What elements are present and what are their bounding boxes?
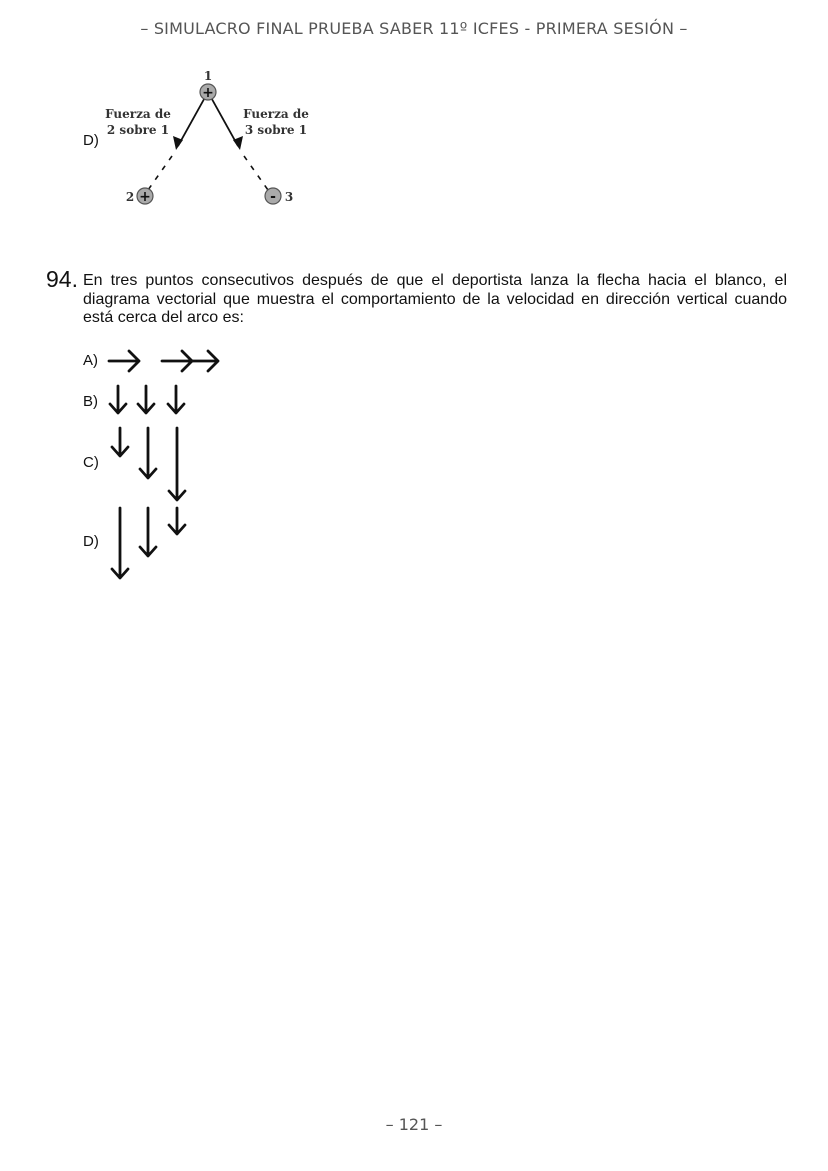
option-d-label: D) bbox=[83, 533, 99, 550]
option-c-arrow-2 bbox=[140, 428, 156, 478]
option-c-vectors bbox=[112, 428, 185, 500]
option-d-arrow-3 bbox=[169, 508, 185, 534]
option-d-label-prev: D) bbox=[83, 132, 99, 149]
charge-3-sign: - bbox=[270, 189, 276, 205]
charges-force-diagram bbox=[100, 66, 330, 211]
force-right-label-line1: Fuerza de bbox=[243, 107, 309, 121]
page-header: – SIMULACRO FINAL PRUEBA SABER 11º ICFES - PRIMERA SESIÓN – bbox=[140, 19, 688, 38]
charge-1-label: 1 bbox=[203, 69, 213, 83]
option-a-label: A) bbox=[83, 352, 98, 369]
option-a-arrow-3 bbox=[188, 351, 218, 371]
option-b-arrow-1 bbox=[110, 386, 126, 413]
option-c-arrow-3 bbox=[169, 428, 185, 500]
charge-1-sign: + bbox=[202, 85, 214, 101]
option-c-label: C) bbox=[83, 454, 99, 471]
option-a-arrow-1 bbox=[109, 351, 139, 371]
charge-3-label: 3 bbox=[284, 190, 294, 204]
option-d-arrow-1 bbox=[112, 508, 128, 578]
dashed-line-right bbox=[244, 156, 268, 190]
charge-2-sign: + bbox=[139, 189, 151, 205]
option-d-vectors bbox=[112, 508, 185, 578]
option-b-vectors bbox=[110, 386, 184, 413]
force-left-label-line1: Fuerza de bbox=[105, 107, 171, 121]
page-number: – 121 – bbox=[385, 1115, 443, 1134]
option-b-arrow-3 bbox=[168, 386, 184, 413]
option-b-label: B) bbox=[83, 393, 98, 410]
force-right-label-line2: 3 sobre 1 bbox=[244, 123, 308, 137]
option-a-vectors bbox=[109, 351, 218, 371]
force-left-label-line2: 2 sobre 1 bbox=[106, 123, 170, 137]
charge-2-label: 2 bbox=[125, 190, 135, 204]
option-d-arrow-2 bbox=[140, 508, 156, 556]
question-number: 94. bbox=[46, 266, 78, 292]
option-b-arrow-2 bbox=[138, 386, 154, 413]
option-c-arrow-1 bbox=[112, 428, 128, 456]
velocity-vector-options bbox=[100, 340, 240, 590]
dashed-line-left bbox=[148, 156, 172, 190]
question-text: En tres puntos consecutivos después de que el deportista lanza la flecha hacia el blanco, el diagrama vectorial que muestra el comportamiento de la velocidad en dirección vertical cuando está cerca del arco es: bbox=[83, 272, 787, 326]
